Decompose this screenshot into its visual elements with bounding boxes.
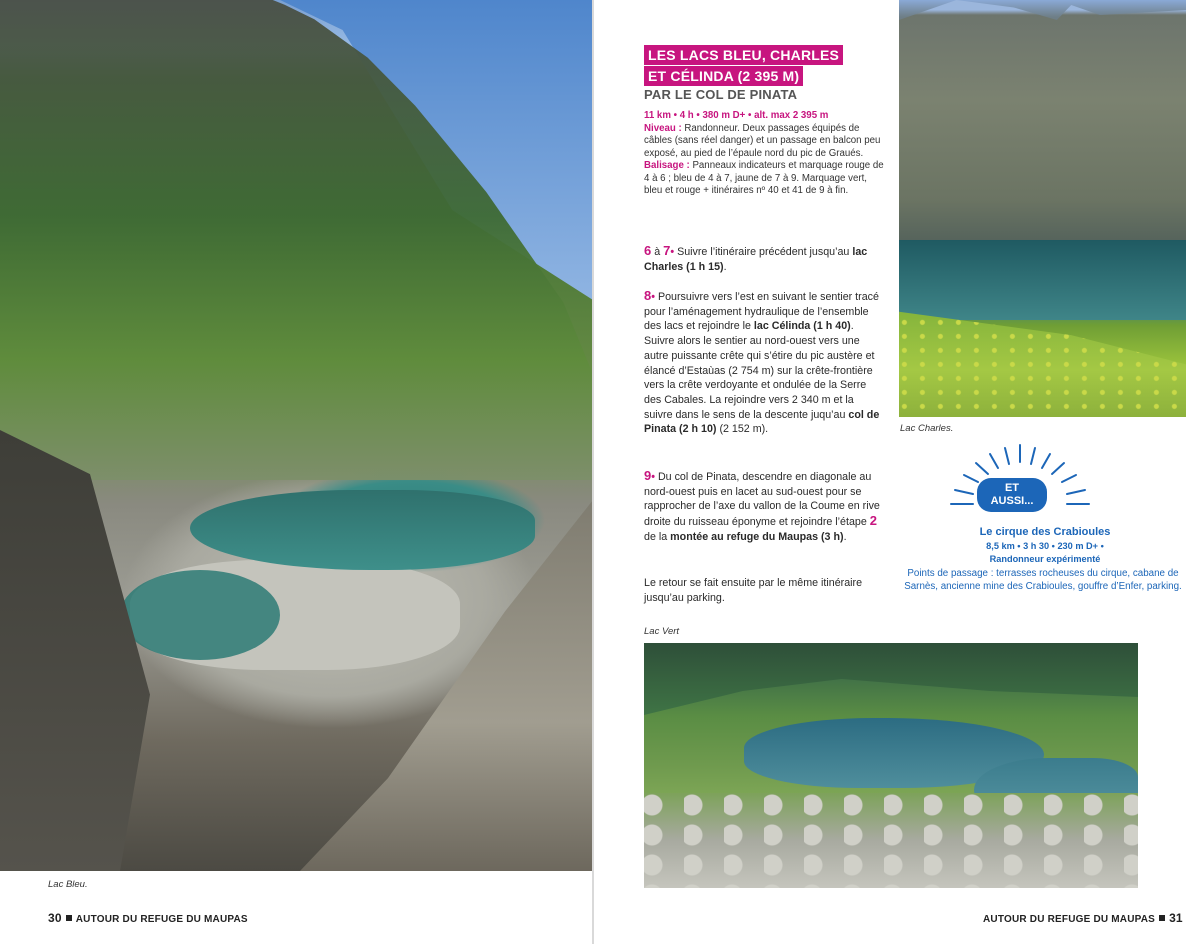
route-subtitle: PAR LE COL DE PINATA [644, 87, 798, 102]
step-number: 8 [644, 288, 652, 303]
page-number: 31 [1169, 911, 1183, 925]
route-stats: 11 km • 4 h • 380 m D+ • alt. max 2 395 m [644, 110, 829, 121]
step-connector: à [651, 246, 664, 258]
step-number: 6 [644, 243, 652, 258]
lac-bleu-photo [0, 0, 593, 871]
waymarking-label: Balisage : [644, 160, 690, 171]
page-gutter [592, 0, 594, 944]
lac-charles-photo [899, 0, 1186, 417]
step-dot: • [651, 291, 655, 303]
lake-water [899, 240, 1186, 320]
step-8 [644, 289, 884, 437]
level-text: Randonneur. Deux passages équipés de câbles (sans réel danger) et un passage en balcon peu exposé, au pied de l’épaule nord du pic de Graués. [644, 122, 881, 159]
step-number: 7 [663, 243, 671, 258]
lake-water-lower [120, 570, 280, 660]
aussi-title: Le cirque des Crabioules [979, 526, 1111, 538]
step-number: 9 [644, 468, 652, 483]
aussi-description: Points de passage : terrasses rocheuses du cirque, cabane de Sarnès, ancienne mine des Crabioules, gouffre d’Enfer, parking. [904, 568, 1182, 592]
caption-lac-vert: Lac Vert [644, 626, 680, 637]
title-line: LES LACS BLEU, CHARLES [644, 45, 843, 65]
level-label: Niveau : [644, 122, 682, 134]
aussi-stats: 8,5 km • 3 h 30 • 230 m D+ • [986, 541, 1104, 551]
return-text: Le retour se fait ensuite par le même itinéraire jusqu’au parking. [644, 577, 863, 604]
step-end: . [723, 260, 727, 273]
step-dot: • [670, 246, 675, 258]
rock-slope-left [0, 430, 150, 871]
running-header: AUTOUR DU REFUGE DU MAUPAS [75, 914, 248, 925]
caption-lac-bleu: Lac Bleu. [48, 879, 88, 890]
route-title [644, 45, 843, 87]
step-dot: • [651, 471, 655, 483]
step-6-7 [644, 244, 884, 274]
lake-water [190, 490, 535, 570]
aussi-level: Randonneur expérimenté [989, 554, 1101, 564]
route-info [644, 110, 884, 198]
waymarking-text: Panneaux indicateurs et marquage rouge de 4 à 6 ; bleu de 4 à 7, jaune de 7 à 9. Marquage vert, bleu et rouge + itinéraires nº 40 et 41 de 9 à fin. [644, 160, 884, 196]
folio-left [48, 911, 248, 925]
step-highlight: lac Charles (1 h 15) [644, 246, 868, 273]
cliff [899, 0, 1186, 250]
page-number: 30 [48, 911, 62, 925]
rock-field [644, 793, 1138, 888]
route-waymarking [644, 160, 884, 198]
caption-lac-charles: Lac Charles. [900, 423, 954, 434]
badge-line: AUSSI... [990, 495, 1034, 507]
step-9 [644, 469, 884, 545]
route-level [644, 123, 884, 161]
step-highlight: montée au refuge du Maupas (3 h) [670, 530, 844, 543]
square-bullet-icon [66, 915, 72, 921]
step-text: Du col de Pinata, descendre en diagonale au nord-ouest puis en lacet au sud-ouest pour se rapprocher de l’axe du vallon de la Coume en rive droite du ruisseau éponyme et rejoindre l’étape [644, 471, 880, 529]
step-end: . [843, 530, 847, 543]
lac-vert-photo [644, 643, 1138, 888]
et-aussi-badge [977, 478, 1047, 512]
title-line: ET CÉLINDA (2 395 M) [644, 66, 803, 86]
stage-reference: 2 [869, 513, 877, 529]
step-text: . Suivre alors le sentier au nord-ouest vers une autre puissante crête qui s’étire du pic austère et élancé d’Estaùas (2 754 m) sur la crête-frontière vers la crête verdoyante et ondulée de la Serre des Cabales. La rejoindre vers 2 340 m et la suivre dans le sens de la descente juqu’au [644, 320, 875, 421]
step-text: (2 152 m). [716, 423, 769, 436]
step-text: Poursuivre vers l’est en suivant le sentier tracé pour l’aménagement hydraulique de l’ensemble des lacs et rejoindre le [644, 291, 879, 333]
square-bullet-icon [1159, 915, 1165, 921]
step-text: de la [644, 530, 671, 543]
badge-line: ET [1004, 482, 1020, 494]
step-highlight: lac Célinda (1 h 40) [753, 320, 851, 333]
folio-right [983, 911, 1183, 925]
step-text: Suivre l’itinéraire précédent jusqu’au [674, 246, 853, 258]
step-highlight: col de Pinata (2 h 10) [644, 408, 880, 436]
running-header: AUTOUR DU REFUGE DU MAUPAS [983, 914, 1156, 925]
